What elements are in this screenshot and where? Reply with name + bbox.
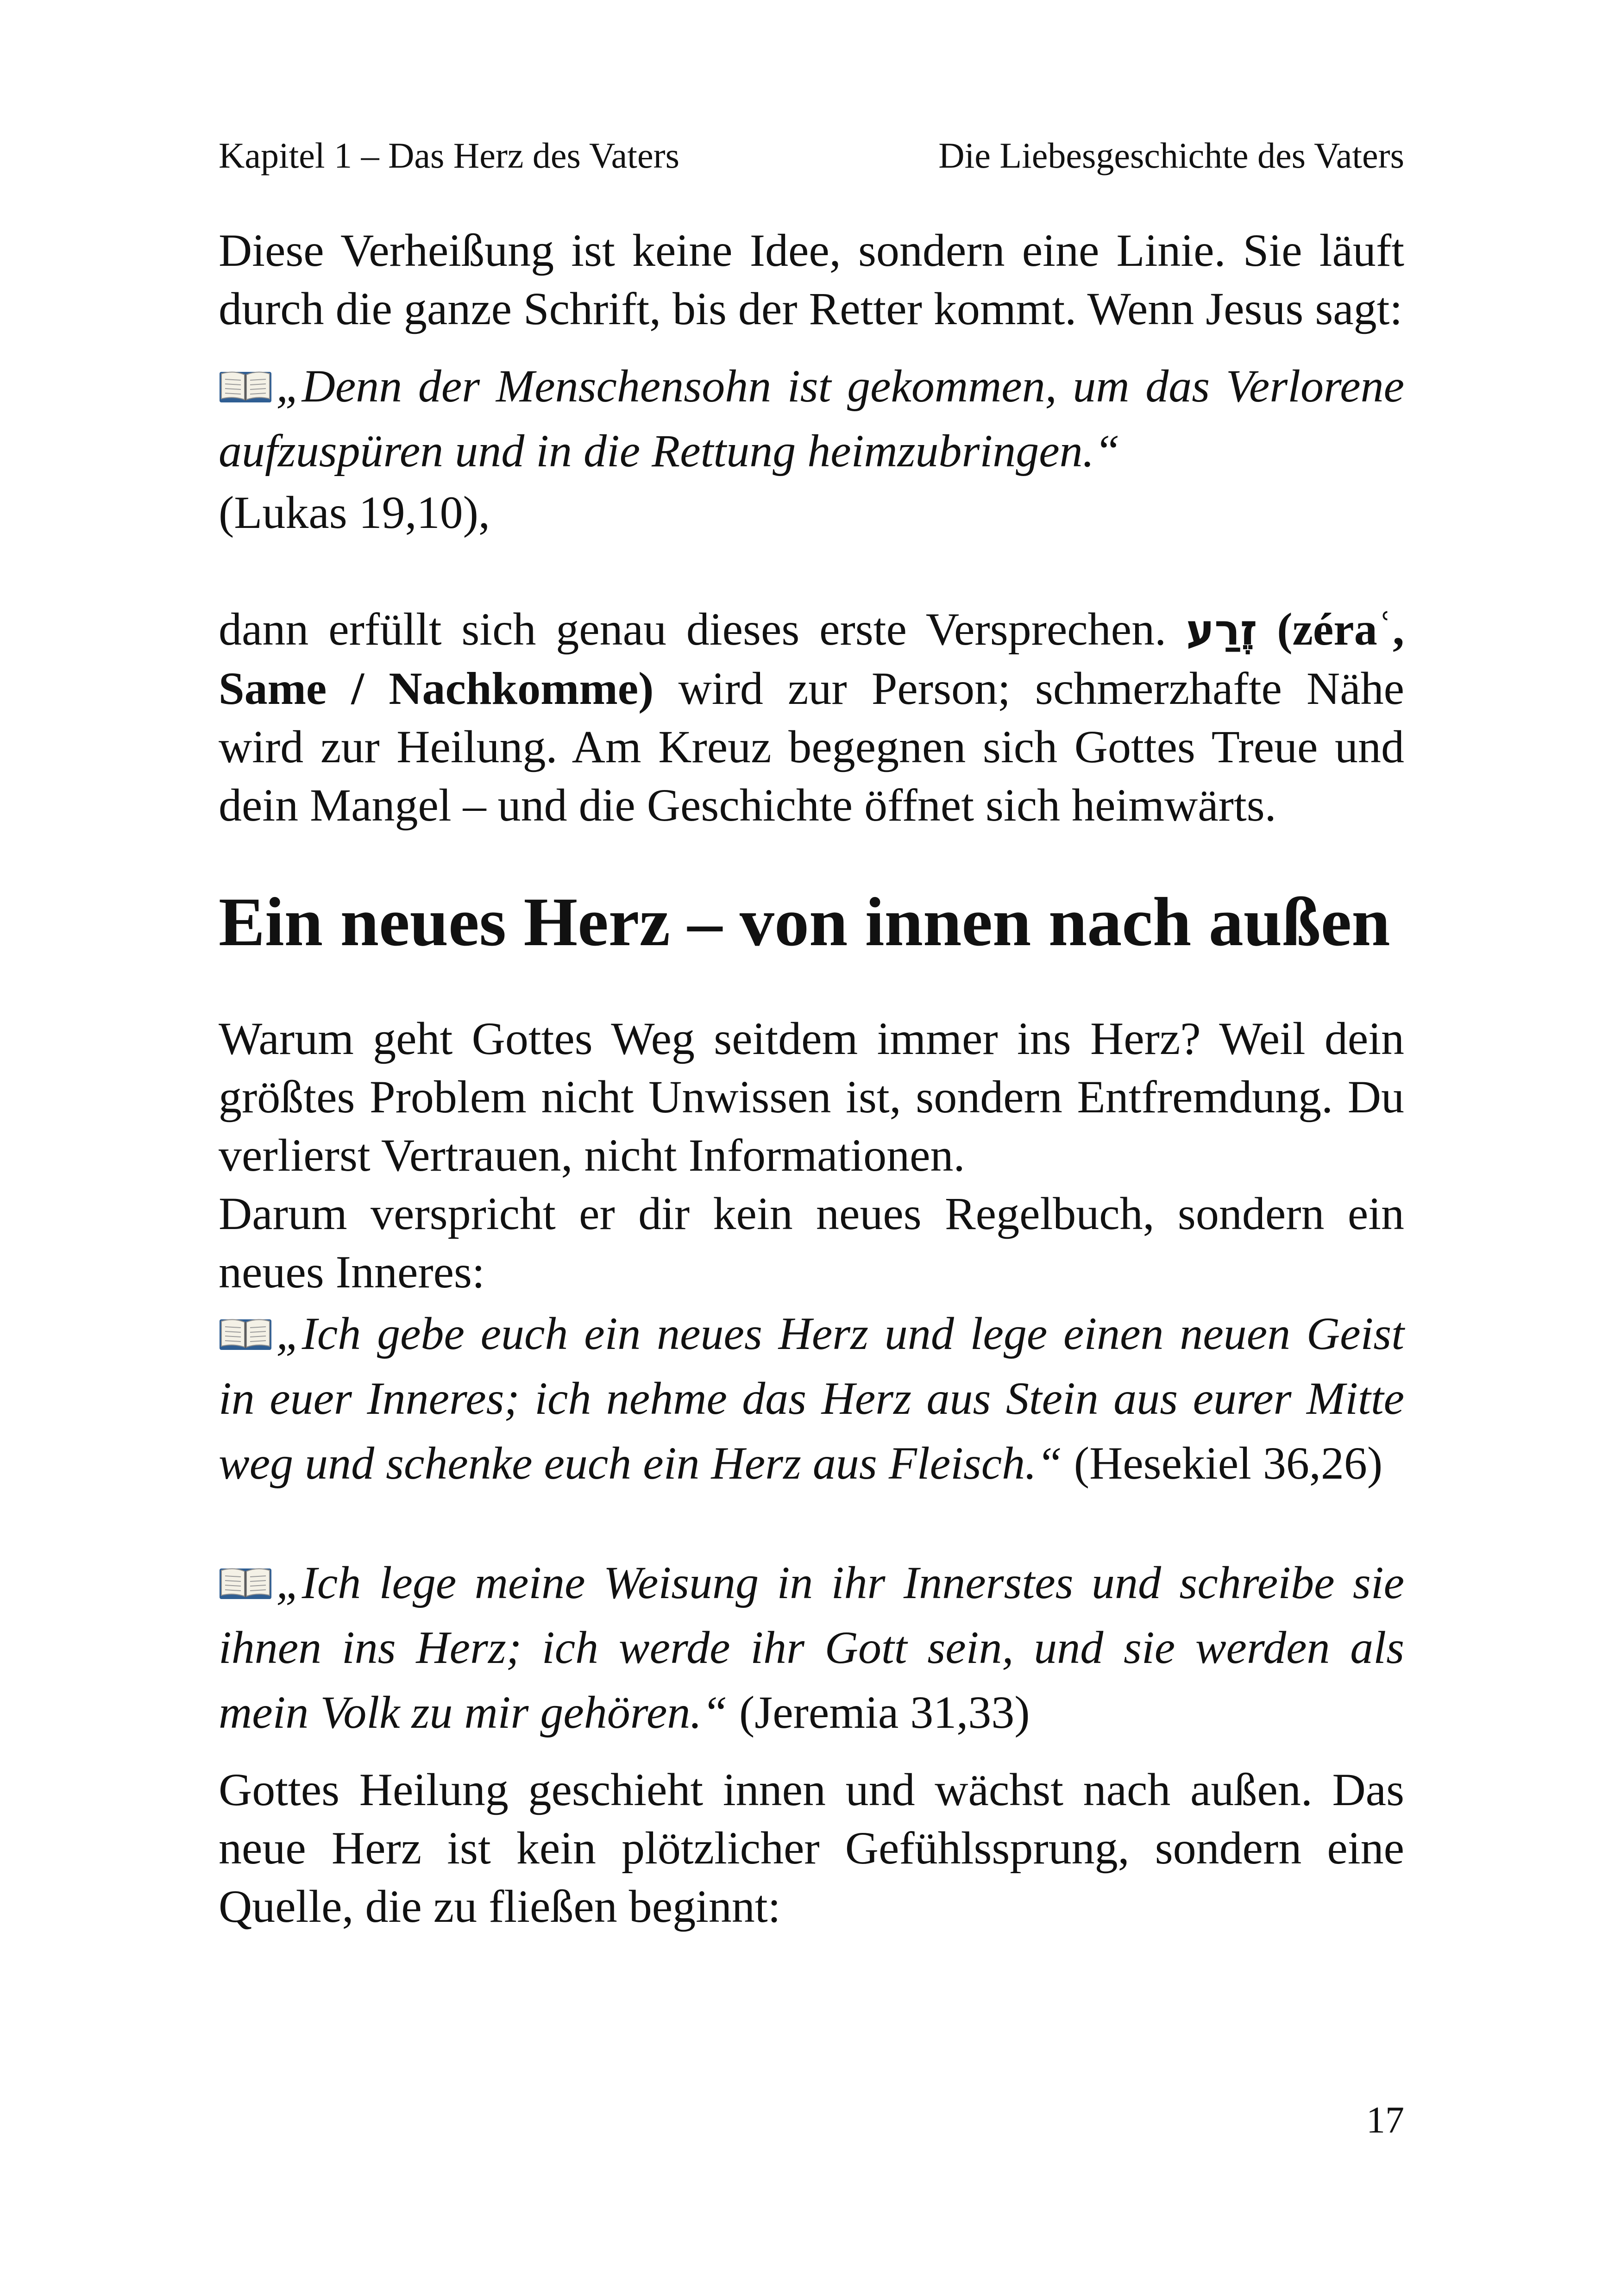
paragraph-new-inner: Darum verspricht er dir kein neues Regelbuch, sondern ein neues Inneres: [219, 1188, 1404, 1298]
open-book-icon [219, 369, 272, 404]
paragraph-fulfilment [219, 600, 1404, 834]
quote-luke-reference: (Lukas 19,10), [219, 487, 490, 538]
quote-ezekiel [219, 1301, 1404, 1496]
quote-ezekiel-reference: (Hesekiel 36,26) [1074, 1437, 1383, 1489]
fulfilment-text-start: dann erfüllt sich genau dieses erste Versprechen. [219, 603, 1167, 655]
quote-luke-text: „Denn der Menschensohn ist gekommen, um das Verlorene aufzuspüren und in die Rettung heimzubringen.“ [219, 360, 1404, 477]
fulfilment-text-end: wird zur Person; schmerzhafte Nähe wird zur Heilung. Am Kreuz begegnen sich Gottes Treue und dein Mangel – und die Geschichte öffnet sich heimwärts. [219, 663, 1405, 831]
hebrew-word-zera: זֶרַע [1186, 605, 1257, 655]
quote-jeremiah-reference: (Jeremia 31,33) [739, 1687, 1030, 1738]
quote-jeremiah-text: „Ich lege meine Weisung in ihr Innerstes und schreibe sie ihnen ins Herz; ich werde ihr Gott sein, und sie werden als mein Volk zu mir gehören.“ [219, 1557, 1404, 1738]
body-text [219, 221, 1404, 1936]
quote-jeremiah [219, 1550, 1404, 1745]
open-book-icon [219, 1317, 272, 1352]
book-page [219, 0, 1404, 2296]
running-header [219, 132, 1404, 179]
header-chapter-title: Kapitel 1 – Das Herz des Vaters [219, 135, 679, 176]
paragraph-heart-way: Warum geht Gottes Weg seitdem immer ins Herz? Weil dein größtes Problem nicht Unwissen ist, sondern Entfremdung. Du verlierst Vertrauen, nicht Informationen. [219, 1013, 1404, 1181]
page-number: 17 [1366, 2099, 1404, 2141]
paragraph-inner-healing: Gottes Heilung geschieht innen und wächst nach außen. Das neue Herz ist kein plötzlicher Gefühlssprung, sondern eine Quelle, die zu fließen beginnt: [219, 1764, 1404, 1932]
section-heading: Ein neues Herz – von innen nach außen [219, 884, 1390, 960]
header-book-title: Die Liebesgeschichte des Vaters [938, 135, 1404, 176]
quote-luke [219, 354, 1404, 483]
quote-ezekiel-text: „Ich gebe euch ein neues Herz und lege einen neuen Geist in euer Inneres; ich nehme das Herz aus Stein aus eurer Mitte weg und schenke euch ein Herz aus Fleisch.“ [219, 1308, 1404, 1489]
open-book-icon [219, 1566, 272, 1601]
transliteration-zera: (zéraʿ, Same / Nachkomme) [219, 603, 1404, 714]
paragraph-promise-line: Diese Verheißung ist keine Idee, sondern eine Linie. Sie läuft durch die ganze Schrift, bis der Retter kommt. Wenn Jesus sagt: [219, 225, 1404, 334]
